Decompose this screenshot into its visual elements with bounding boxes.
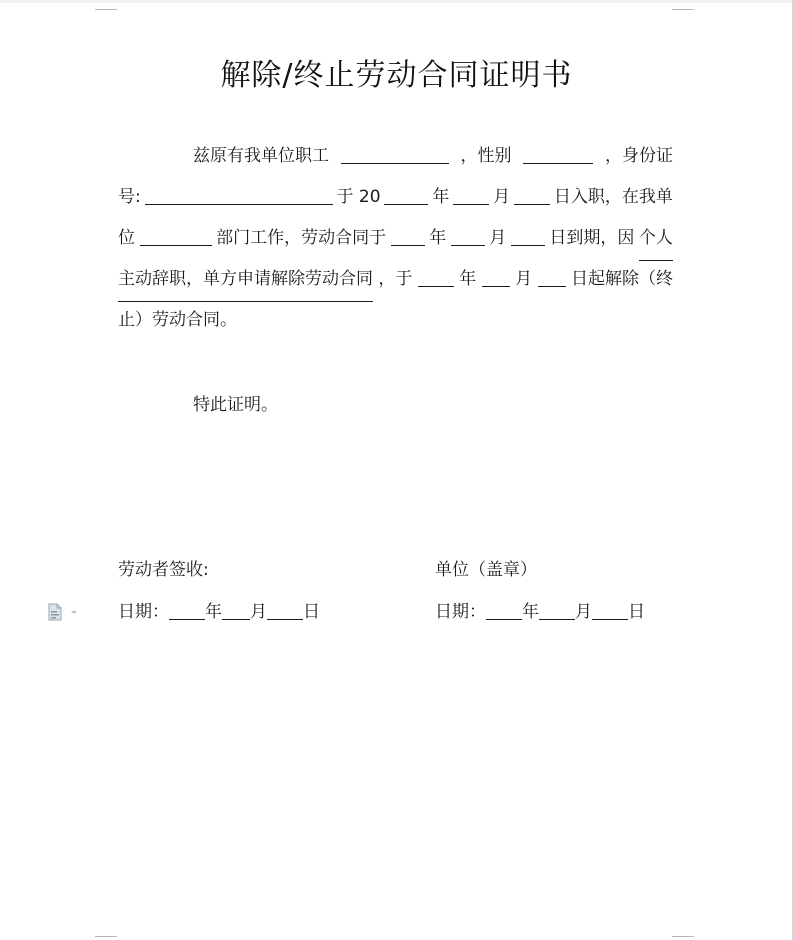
blank-expire-year[interactable] [391,227,425,246]
paragraph-line-1[interactable] [118,136,673,177]
paragraph-line-5[interactable] [118,300,673,341]
underlined-reason-cont: 主动辞职，单方申请解除劳动合同 [118,259,373,302]
text-segment: 年 [429,228,447,248]
paragraph-line-4[interactable] [118,259,673,300]
blank-entry-day[interactable] [514,186,550,205]
day-label: 日 [303,602,320,622]
text-segment: ，于 [378,269,413,289]
blank-end-year[interactable] [418,268,454,287]
blank-entry-month[interactable] [453,186,489,205]
page-top-edge [0,0,793,3]
day-label: 日 [628,602,645,622]
blank-expire-month[interactable] [451,227,485,246]
margin-mark-top-right [672,9,694,10]
text-segment: 部门工作，劳动合同于 [216,228,387,248]
document-body[interactable] [118,136,673,341]
blank-worker-month[interactable] [222,601,250,620]
text-segment: 月 [493,187,511,207]
blank-id-number[interactable] [145,186,333,205]
text-segment: 位 [118,228,135,248]
text-segment: 月 [489,228,507,248]
blank-end-month[interactable] [482,268,510,287]
text-segment: 号: [118,187,141,207]
worker-date-line[interactable] [118,592,320,633]
month-label: 月 [575,602,592,622]
text-segment: 日入职，在我单 [553,187,673,207]
month-label: 月 [250,602,267,622]
date-label: 日期： [435,602,486,622]
blank-worker-year[interactable] [169,601,205,620]
blank-entry-year[interactable] [384,186,428,205]
text-segment: ，身份证 [605,146,673,166]
blank-worker-day[interactable] [267,601,303,620]
margin-mark-bottom-left [95,936,117,937]
margin-mark-bottom-right [672,936,694,937]
margin-mark-top-left [95,9,117,10]
document-options-icon[interactable] [47,603,81,621]
text-segment: ，性别 [460,146,512,166]
paragraph-line-2[interactable] [118,177,673,218]
unit-seal-label[interactable]: 单位（盖章） [435,560,537,580]
year-label: 年 [522,602,539,622]
blank-expire-day[interactable] [511,227,545,246]
underlined-reason: 个人 [639,218,673,261]
blank-end-day[interactable] [538,268,566,287]
blank-unit-month[interactable] [539,601,575,620]
unit-date-line[interactable] [435,592,645,633]
date-label: 日期： [118,602,169,622]
text-segment: 日起解除（终 [570,269,673,289]
text-segment: 年 [459,269,477,289]
text-segment: 日到期，因 [549,228,635,248]
document-title[interactable]: 解除/终止劳动合同证明书 [220,58,573,93]
blank-employee-name[interactable] [341,145,449,164]
paragraph-line-3[interactable] [118,218,673,259]
blank-department[interactable] [140,227,212,246]
blank-gender[interactable] [523,145,593,164]
text-segment: 于 20 [336,187,381,207]
text-segment: 年 [432,187,450,207]
text-segment: 月 [515,269,533,289]
certify-text[interactable]: 特此证明。 [193,395,278,415]
blank-unit-year[interactable] [486,601,522,620]
text-segment: 止）劳动合同。 [118,310,237,330]
text-segment: 兹原有我单位职工 [193,146,329,166]
blank-unit-day[interactable] [592,601,628,620]
worker-sign-label[interactable]: 劳动者签收: [118,560,209,580]
year-label: 年 [205,602,222,622]
